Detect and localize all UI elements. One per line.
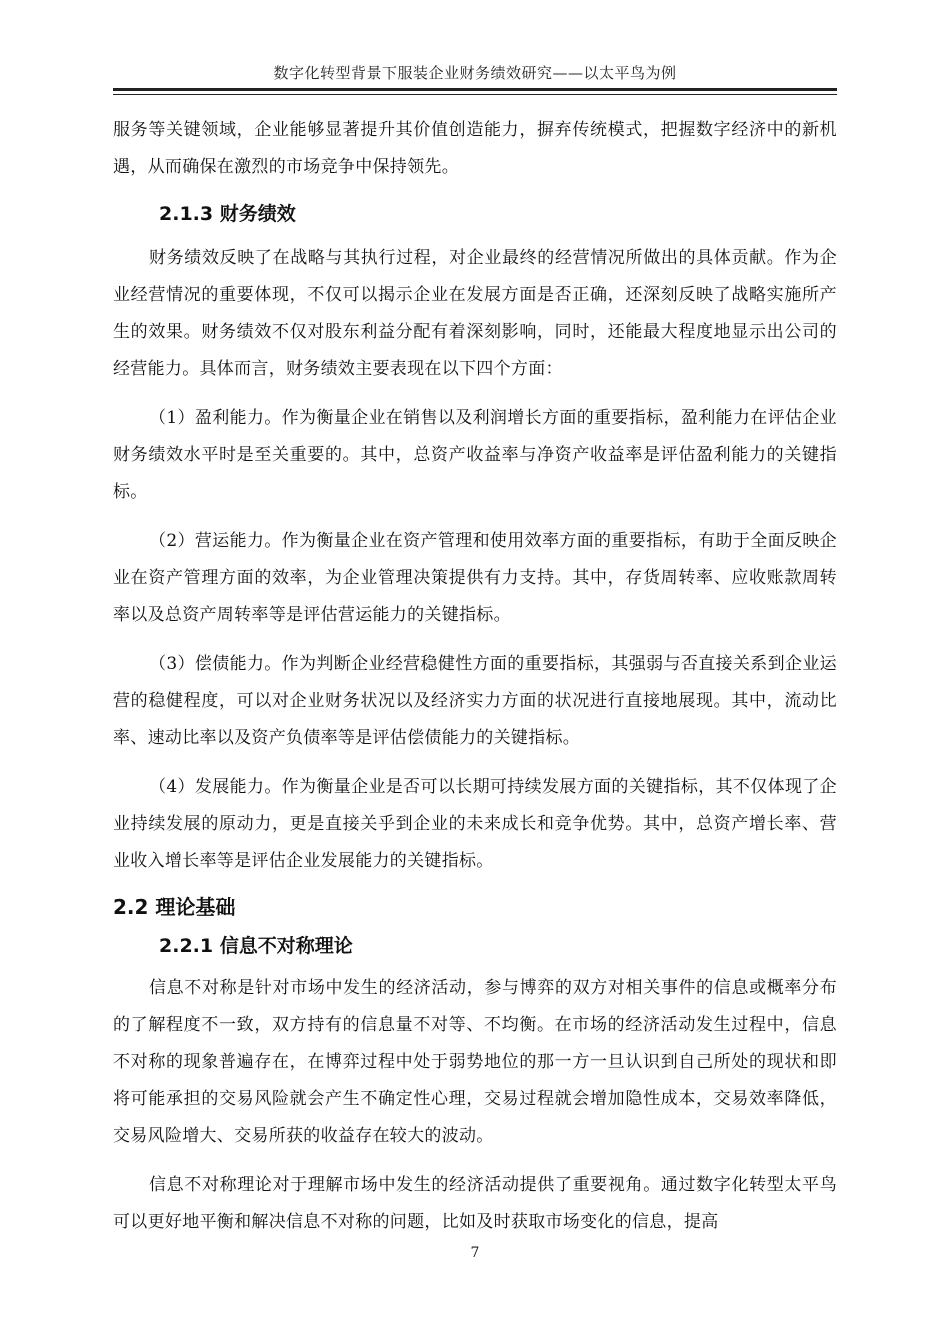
paragraph-continuation: 服务等关键领域，企业能够显著提升其价值创造能力，摒弃传统模式，把握数字经济中的新机遇，从而确保在激烈的市场竞争中保持领先。 <box>113 120 837 177</box>
paragraph-information-asymmetry-theory: 信息不对称理论对于理解市场中发生的经济活动提供了重要视角。通过数字化转型太平鸟可以更好地平衡和解决信息不对称的问题，比如及时获取市场变化的信息，提高 <box>113 1175 837 1232</box>
section-heading-2-2-1: 2.2.1 信息不对称理论 <box>159 935 353 957</box>
header-rule-thin <box>113 94 837 95</box>
section-heading-2-1-3: 2.1.3 财务绩效 <box>159 203 296 225</box>
body-content <box>113 112 837 1241</box>
paragraph-development-capacity: （4）发展能力。作为衡量企业是否可以长期可持续发展方面的关键指标，其不仅体现了企业持续发展的原动力，更是直接关乎到企业的未来成长和竞争优势。其中，总资产增长率、营业收入增长率等是评估企业发展能力的关键指标。 <box>113 777 837 871</box>
running-header: 数字化转型背景下服装企业财务绩效研究——以太平鸟为例 <box>273 64 677 82</box>
section-heading-2-2: 2.2 理论基础 <box>113 895 236 919</box>
paragraph-information-asymmetry: 信息不对称是针对市场中发生的经济活动，参与博弈的双方对相关事件的信息或概率分布的了解程度不一致，双方持有的信息量不对等、不均衡。在市场的经济活动发生过程中，信息不对称的现象普遍存在，在博弈过程中处于弱势地位的那一方一旦认识到自己所处的现状和即将可能承担的交易风险就会产生不确定性心理，交易过程就会增加隐性成本，交易效率降低，交易风险增大、交易所获的收益存在较大的波动。 <box>113 978 837 1146</box>
paragraph-financial-performance: 财务绩效反映了在战略与其执行过程，对企业最终的经营情况所做出的具体贡献。作为企业经营情况的重要体现，不仅可以揭示企业在发展方面是否正确，还深刻反映了战略实施所产生的效果。财务绩效不仅对股东利益分配有着深刻影响，同时，还能最大程度地显示出公司的经营能力。具体而言，财务绩效主要表现在以下四个方面： <box>113 248 837 379</box>
page-number: 7 <box>470 1245 480 1261</box>
paragraph-profitability: （1）盈利能力。作为衡量企业在销售以及利润增长方面的重要指标，盈利能力在评估企业财务绩效水平时是至关重要的。其中，总资产收益率与净资产收益率是评估盈利能力的关键指标。 <box>113 408 837 502</box>
paragraph-operating-capacity: （2）营运能力。作为衡量企业在资产管理和使用效率方面的重要指标，有助于全面反映企业在资产管理方面的效率，为企业管理决策提供有力支持。其中，存货周转率、应收账款周转率以及总资产周转率等是评估营运能力的关键指标。 <box>113 531 837 625</box>
header-rule-thick <box>113 88 837 91</box>
paragraph-solvency: （3）偿债能力。作为判断企业经营稳健性方面的重要指标，其强弱与否直接关系到企业运营的稳健程度，可以对企业财务状况以及经济实力方面的状况进行直接地展现。其中，流动比率、速动比率以及资产负债率等是评估偿债能力的关键指标。 <box>113 654 837 748</box>
